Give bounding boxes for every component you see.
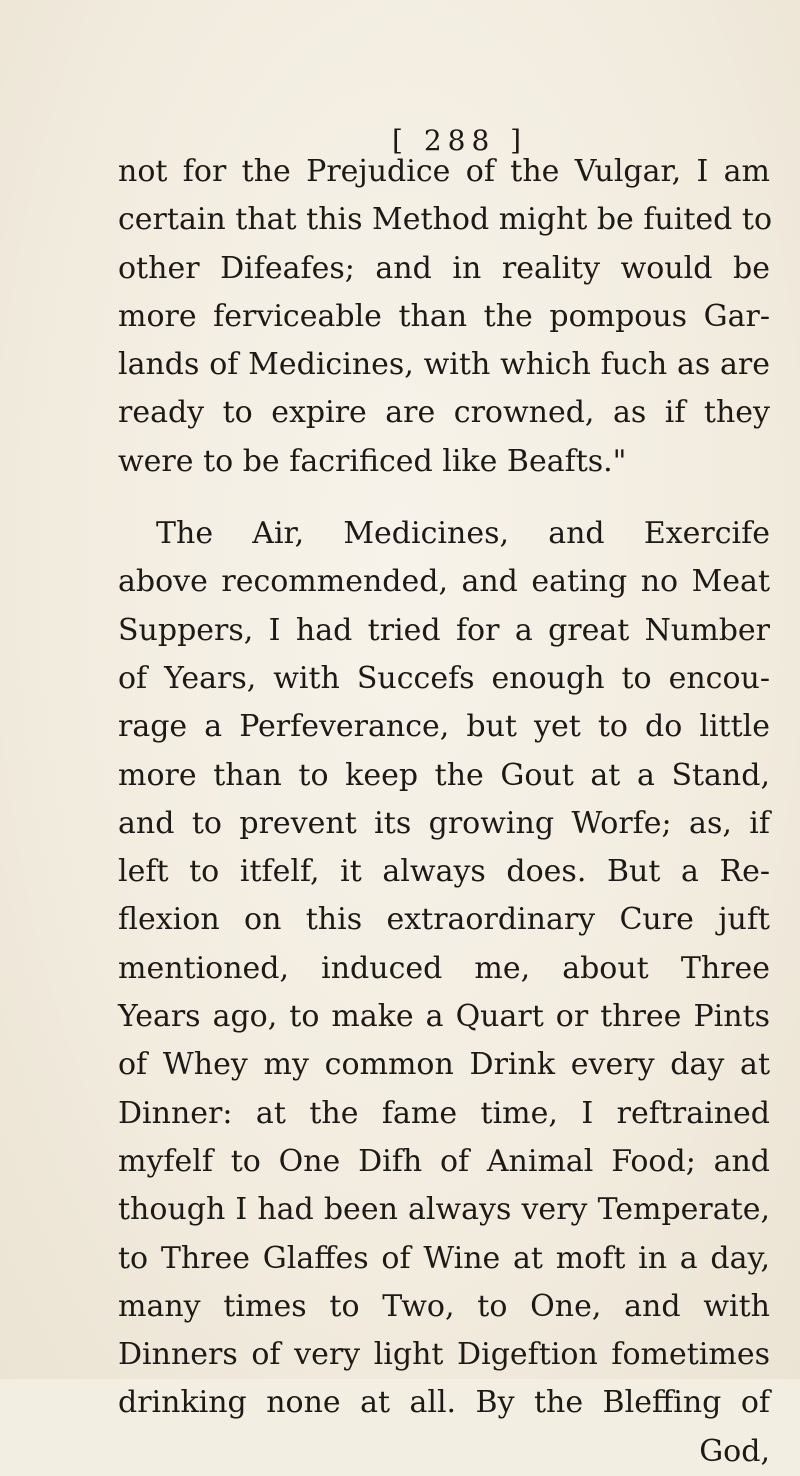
text-line: of Whey my common Drink every day at	[118, 1047, 770, 1083]
text-line: above recommended, and eating no Meat	[118, 564, 770, 600]
catchword: God,	[699, 1433, 770, 1469]
text-line: more ferviceable than the pompous Gar-	[118, 298, 770, 334]
text-line: The Air, Medicines, and Exercife	[156, 516, 770, 552]
text-line: other Difeafes; and in reality would be	[118, 250, 770, 286]
body-text	[118, 148, 773, 1476]
text-line: were to be facrificed like Beafts."	[118, 443, 627, 479]
text-line: not for the Prejudice of the Vulgar, I am	[118, 154, 770, 189]
page-number: [ 288 ]	[392, 124, 528, 157]
text-line: of Years, with Succefs enough to encou-	[118, 660, 770, 696]
text-line: to Three Glaffes of Wine at moft in a day,	[118, 1240, 770, 1276]
text-line: mentioned, induced me, about Three	[118, 950, 770, 986]
text-line: more than to keep the Gout at a Stand,	[118, 757, 770, 793]
text-line: drinking none at all. By the Bleffing of	[118, 1385, 770, 1421]
text-line: Suppers, I had tried for a great Number	[118, 612, 770, 648]
text-line: Dinners of very light Digeftion fometimes	[118, 1337, 770, 1373]
text-line: Years ago, to make a Quart or three Pints	[118, 999, 770, 1035]
text-line: many times to Two, to One, and with	[118, 1288, 770, 1324]
text-line: certain that this Method might be fuited to	[118, 202, 773, 238]
paragraph-gap	[118, 486, 770, 510]
text-line: Dinner: at the fame time, I reftrained	[118, 1095, 770, 1131]
text-line: left to itfelf, it always does. But a Re-	[118, 854, 770, 890]
text-line: ready to expire are crowned, as if they	[118, 395, 770, 431]
text-line: myfelf to One Difh of Animal Food; and	[118, 1143, 770, 1179]
text-line: though I had been always very Temperate,	[118, 1192, 770, 1228]
text-line: flexion on this extraordinary Cure juft	[118, 902, 770, 938]
text-line: lands of Medicines, with which fuch as are	[118, 347, 770, 383]
text-line: and to prevent its growing Worfe; as, if	[118, 805, 770, 841]
text-line: rage a Perfeverance, but yet to do little	[118, 709, 770, 745]
